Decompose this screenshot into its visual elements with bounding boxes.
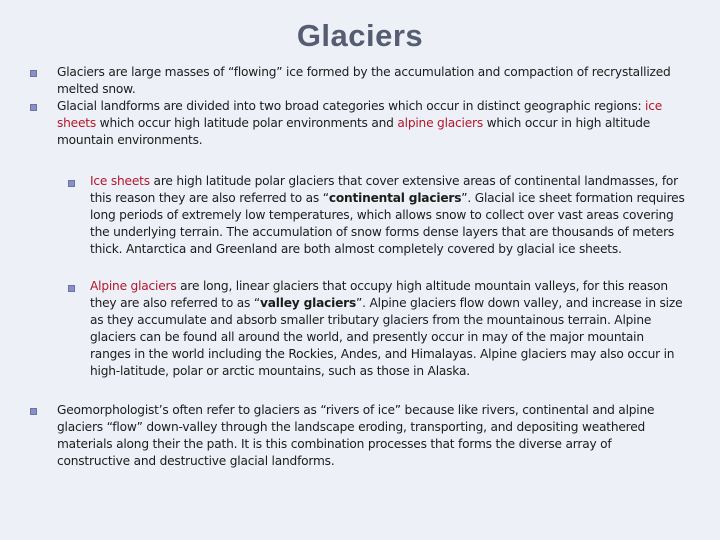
bullet-2-text-a: Glacial landforms are divided into two broad categories which occur in distinct geographic regions: (57, 99, 646, 113)
sub-bullet-marker-icon (68, 180, 75, 187)
bullet-marker-icon (30, 70, 37, 77)
sub-bullet-1-text-b: ”. Glacial ice sheet formation requires long periods of extremely low temperatures, which allows snow to collect over vast areas covering the underlying terrain. The accumulation of snow forms dense layers that are thousands of meters thick. Antarctica and Greenland are both almost completely covered by glacial ice sheets. (90, 190, 685, 256)
slide-title: Glaciers (296, 18, 424, 53)
term-alpine-glaciers-sub: Alpine glaciers (90, 279, 177, 293)
bullet-marker-icon (30, 408, 37, 415)
bullet-marker-icon (30, 104, 37, 111)
term-continental-glaciers: continental glaciers (328, 190, 462, 205)
sub-bullet-2-text-b: ”. Alpine glaciers flow down valley, and increase in size as they accumulate and absorb smaller tributary glaciers from the mountainous terrain. Alpine glaciers can be found all around the world, and presently occur in may of the major mountain ranges in the world including the Rockies, Andes, and Himalayas. Alpine glaciers may also occur in high-latitude, polar or arctic mountains, such as those in Alaska. (90, 295, 683, 378)
bullet-2-text-b: which occur high latitude polar environments and (96, 115, 398, 130)
term-alpine-glaciers: alpine glaciers (397, 115, 483, 130)
sub-bullet-2-text (90, 278, 688, 379)
sub-bullet-marker-icon (68, 285, 75, 292)
bullet-2-text-c: which occur in high altitude mountain environments. (57, 115, 651, 147)
bullet-1-text: Glaciers are large masses of “flowing” ice formed by the accumulation and compaction of recrystallized melted snow. (57, 65, 671, 96)
sub-bullet-1-text-a: are high latitude polar glaciers that cover extensive areas of continental landmasses, for this reason they are also referred to as “ (90, 174, 678, 205)
term-ice-sheets-sub: Ice sheets (90, 174, 150, 188)
sub-bullet-2-text-a: are long, linear glaciers that occupy high altitude mountain valleys, for this reason they are also referred to as “ (90, 279, 668, 310)
bullet-3-text: Geomorphologist’s often refer to glaciers as “rivers of ice” because like rivers, continental and alpine glaciers “flow” down-valley through the landscape eroding, transporting, and depositing weathered materials along their the path. It is this combination processes that forms the diverse array of constructive and destructive glacial landforms. (57, 403, 655, 468)
term-ice-sheets: ice sheets (57, 99, 663, 130)
term-valley-glaciers: valley glaciers (260, 295, 357, 310)
bullet-2-text (57, 98, 687, 149)
sub-bullet-1-text (90, 173, 688, 258)
